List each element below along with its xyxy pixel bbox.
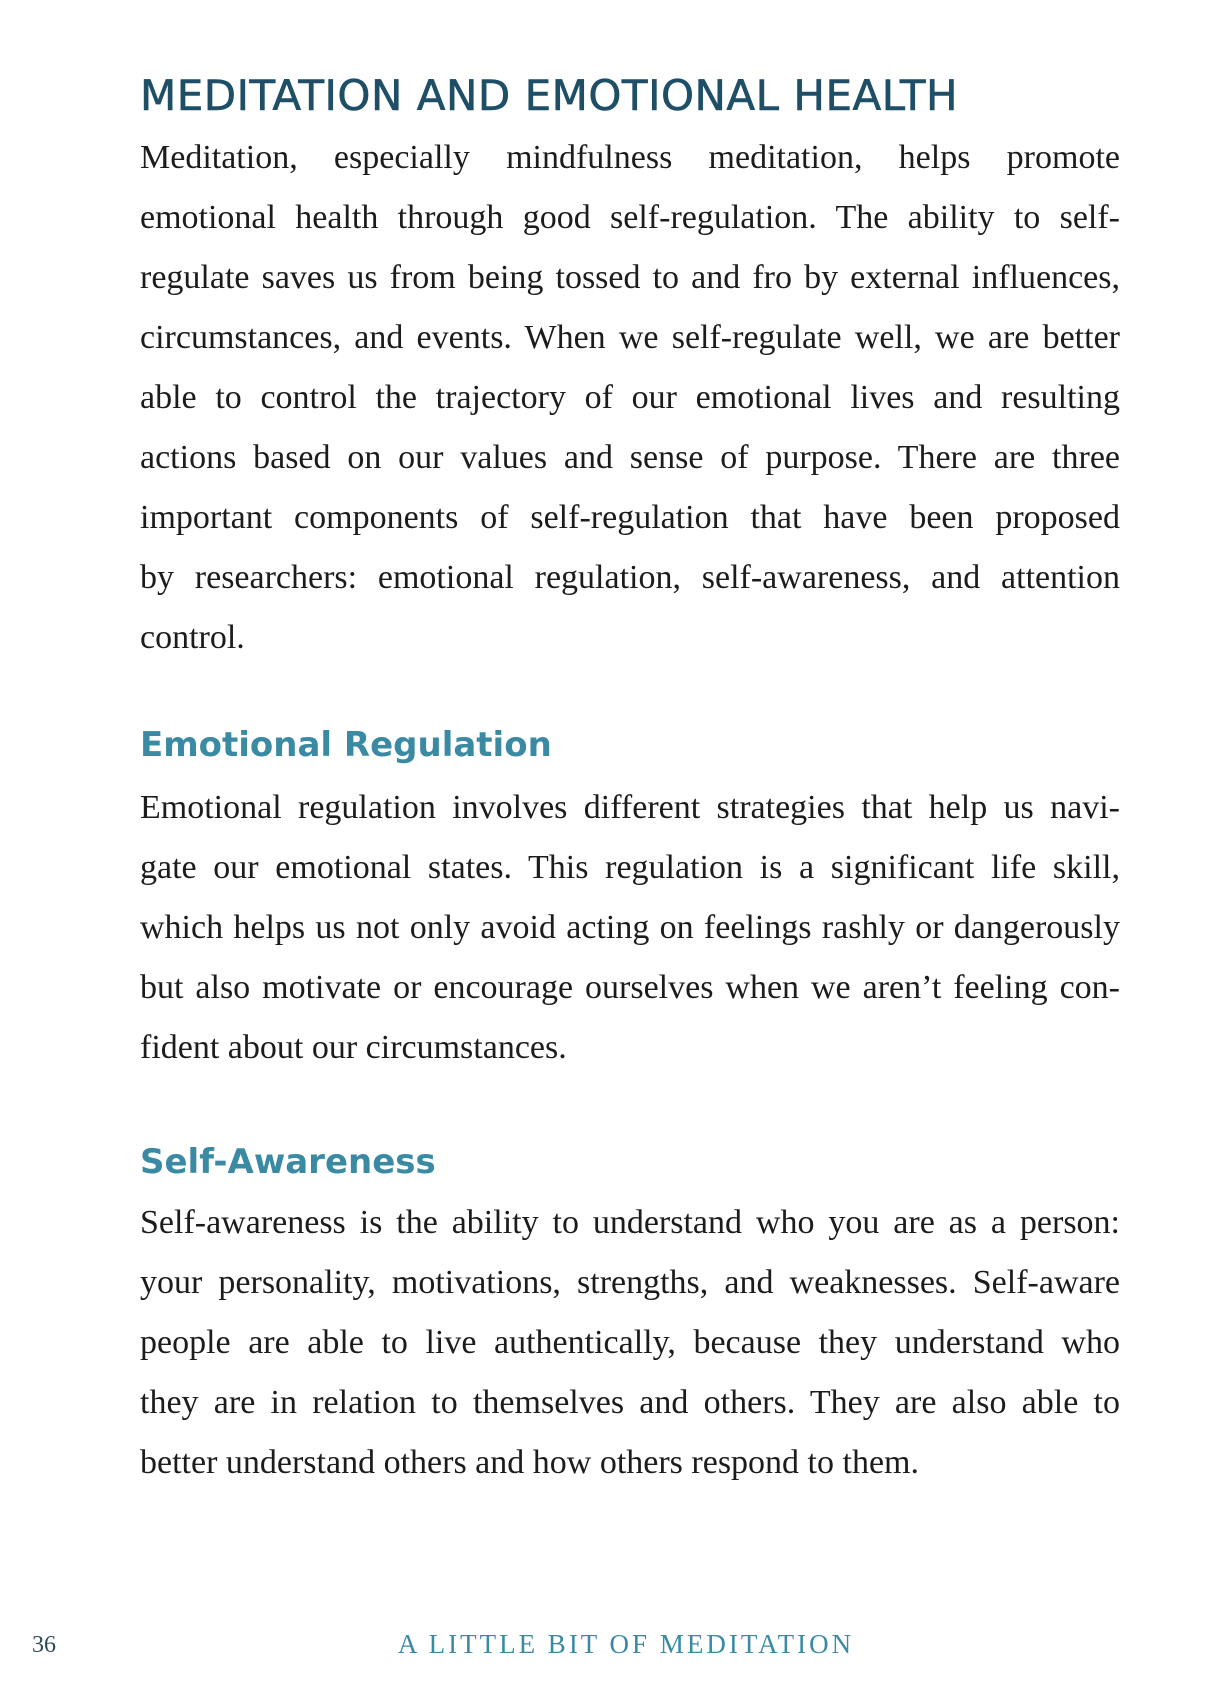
text-line: better understand others and how others respond to them. bbox=[140, 1444, 919, 1481]
emotional-regulation-paragraph bbox=[140, 778, 1120, 1078]
text-line: fident about our circumstances. bbox=[140, 1029, 567, 1066]
text-line: regulate saves us from being tossed to and fro by external influences, bbox=[140, 259, 1120, 296]
text-line: by researchers: emotional regulation, self-awareness, and attention bbox=[140, 559, 1120, 596]
page-title: MEDITATION AND EMOTIONAL HEALTH bbox=[140, 71, 959, 120]
text-line: people are able to live authentically, because they understand who bbox=[140, 1324, 1120, 1361]
text-line: control. bbox=[140, 619, 245, 656]
running-footer-title: A LITTLE BIT OF MEDITATION bbox=[397, 1629, 855, 1659]
section-heading-self-awareness: Self-Awareness bbox=[140, 1142, 436, 1182]
text-line: your personality, motivations, strengths, and weaknesses. Self-aware bbox=[140, 1264, 1120, 1301]
text-line: important components of self-regulation that have been proposed bbox=[140, 499, 1120, 536]
section-heading-emotional-regulation: Emotional Regulation bbox=[140, 725, 552, 765]
intro-paragraph bbox=[140, 128, 1120, 668]
self-awareness-paragraph bbox=[140, 1193, 1120, 1493]
text-line: able to control the trajectory of our emotional lives and resulting bbox=[140, 379, 1120, 416]
text-line: they are in relation to themselves and others. They are also able to bbox=[140, 1384, 1120, 1421]
text-line: circumstances, and events. When we self-regulate well, we are better bbox=[140, 319, 1120, 356]
text-line: which helps us not only avoid acting on feelings rashly or dangerously bbox=[140, 909, 1120, 946]
text-line: actions based on our values and sense of purpose. There are three bbox=[140, 439, 1120, 476]
text-line: emotional health through good self-regulation. The ability to self- bbox=[140, 199, 1120, 236]
text-line: Self-awareness is the ability to understand who you are as a person: bbox=[140, 1204, 1120, 1241]
text-line: but also motivate or encourage ourselves when we aren’t feeling con- bbox=[140, 969, 1120, 1006]
text-line: Emotional regulation involves different strategies that help us navi- bbox=[140, 789, 1120, 826]
text-line: gate our emotional states. This regulation is a significant life skill, bbox=[140, 849, 1120, 886]
text-line: Meditation, especially mindfulness meditation, helps promote bbox=[140, 139, 1120, 176]
page-number: 36 bbox=[32, 1632, 56, 1658]
